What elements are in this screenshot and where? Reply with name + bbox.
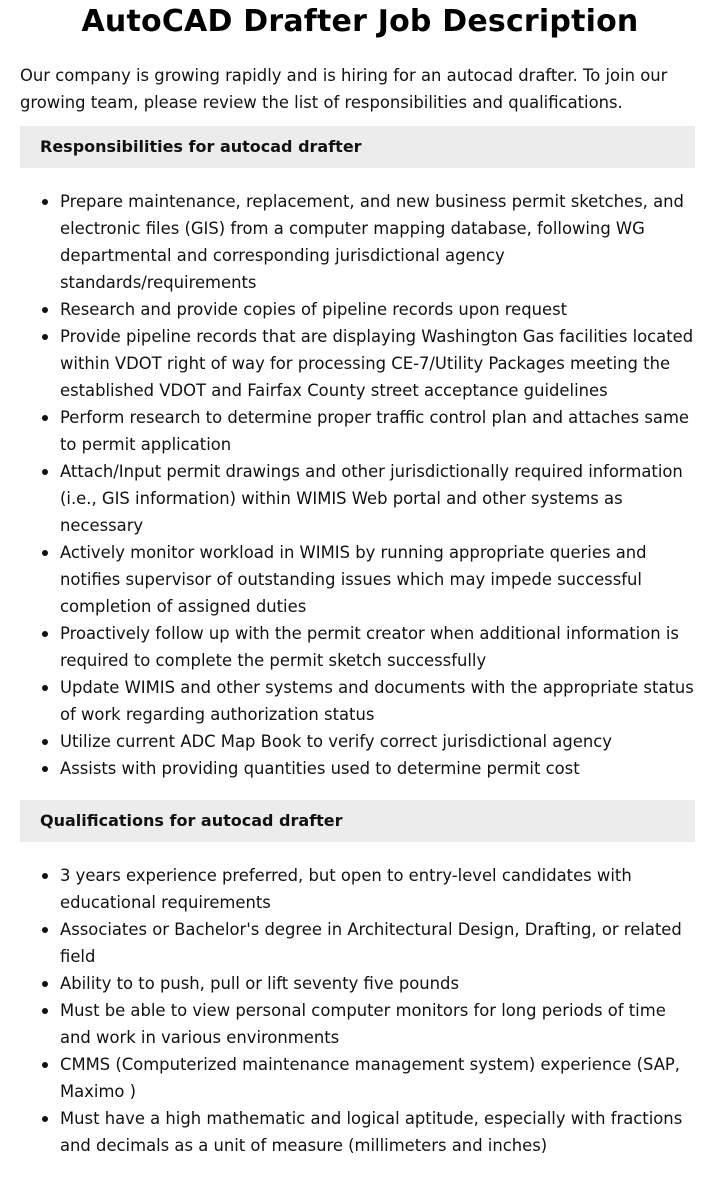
qualifications-list xyxy=(20,862,700,1159)
list-item: Provide pipeline records that are displaying Washington Gas facilities located within VDOT right of way for processing CE-7/Utility Packages meeting the established VDOT and Fairfax County street acceptance guidelines xyxy=(60,323,700,404)
list-item: Research and provide copies of pipeline records upon request xyxy=(60,296,700,323)
list-item: Must have a high mathematic and logical aptitude, especially with fractions and decimals as a unit of measure (millimeters and inches) xyxy=(60,1105,700,1159)
responsibilities-heading: Responsibilities for autocad drafter xyxy=(20,126,695,168)
list-item: Ability to to push, pull or lift seventy five pounds xyxy=(60,970,700,997)
responsibilities-list xyxy=(20,188,700,782)
list-item: Actively monitor workload in WIMIS by running appropriate queries and notifies supervisor of outstanding issues which may impede successful completion of assigned duties xyxy=(60,539,700,620)
list-item: Proactively follow up with the permit creator when additional information is required to complete the permit sketch successfully xyxy=(60,620,700,674)
list-item: Perform research to determine proper traffic control plan and attaches same to permit application xyxy=(60,404,700,458)
list-item: Associates or Bachelor's degree in Architectural Design, Drafting, or related field xyxy=(60,916,700,970)
list-item: 3 years experience preferred, but open to entry-level candidates with educational requirements xyxy=(60,862,700,916)
list-item: Assists with providing quantities used to determine permit cost xyxy=(60,755,700,782)
list-item: Update WIMIS and other systems and documents with the appropriate status of work regarding authorization status xyxy=(60,674,700,728)
list-item: Must be able to view personal computer monitors for long periods of time and work in various environments xyxy=(60,997,700,1051)
intro-paragraph: Our company is growing rapidly and is hiring for an autocad drafter. To join our growing team, please review the list of responsibilities and qualifications. xyxy=(20,66,668,112)
list-item: Utilize current ADC Map Book to verify correct jurisdictional agency xyxy=(60,728,700,755)
list-item: Prepare maintenance, replacement, and new business permit sketches, and electronic files (GIS) from a computer mapping database, following WG departmental and corresponding jurisdictional agency standards/requirements xyxy=(60,188,700,296)
page-title: AutoCAD Drafter Job Description xyxy=(81,4,639,39)
list-item: Attach/Input permit drawings and other jurisdictionally required information (i.e., GIS information) within WIMIS Web portal and other systems as necessary xyxy=(60,458,700,539)
qualifications-heading: Qualifications for autocad drafter xyxy=(20,800,695,842)
list-item: CMMS (Computerized maintenance management system) experience (SAP, Maximo ) xyxy=(60,1051,700,1105)
